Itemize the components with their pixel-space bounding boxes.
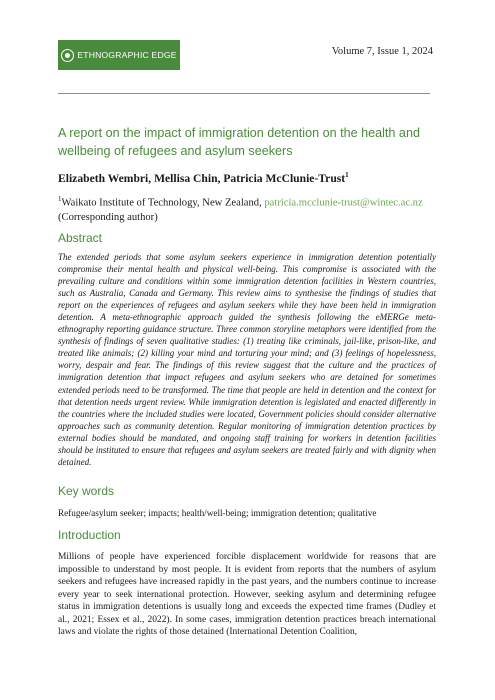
keywords-heading: Key words [58,484,115,498]
author-email-link[interactable]: patricia.mcclunie-trust@wintec.ac.nz [264,197,423,209]
affiliation-text: Waikato Institute of Technology, New Zealand, [61,197,265,209]
journal-logo [58,40,180,70]
keywords-body: Refugee/asylum seeker; impacts; health/well-being; immigration detention; qualitative [58,508,377,518]
author-names: Elizabeth Wembri, Mellisa Chin, Patricia McClunie-Trust [58,171,346,185]
affiliation-mark: 1 [58,195,62,203]
globe-icon [61,49,74,62]
author-list [58,171,349,185]
volume-issue: Volume 7, Issue 1, 2024 [331,46,433,57]
introduction-body: Millions of people have experienced forcible displacement worldwide for reasons that are impossible to understand by most people. It is evident from reports that the numbers of asylum seekers and refugees have increased rapidly in the past years, and the numbers continue to increase every year to seek international protection. However, seeking asylum and determining refugee status in immigration detentions is usually long and exceeds the expected time frames (Dudley et al., 2021; Essex et al., 2022). In some cases, immigration detention practices breach international laws and violate the rights of those detained (International Detention Coalition, [58,552,436,637]
header-divider [58,93,430,94]
introduction-heading: Introduction [58,528,121,542]
corresponding-note: (Corresponding author) [58,212,158,224]
affiliation [58,192,428,226]
journal-name: ETHNOGRAPHIC EDGE [77,50,177,60]
abstract-body: The extended periods that some asylum seekers experience in immigration detention potentially compromise their mental health and physical well-being. This compromise is associated with the prevailing culture and conditions within some immigration detention facilities in Western countries, such as Australia, Canada and Germany. This review aims to synthesise the findings of studies that report on the experiences of refugees and asylum seekers while they have been held in immigration detention. A meta-ethnographic approach guided the synthesis following the eMERGe meta-ethnography reporting guidance structure. Three common storyline metaphors were identified from the synthesis of findings of seven qualitative studies: (1) treating like criminals, jail-like, prison-like, and treated like animals; (2) killing your mind and torturing your mind; and (3) feelings of hopelessness, worry, despair and fear. The findings of this review suggest that the culture and the practices of immigration detention that impact refugees and asylum seekers who are detained for sometimes extended periods need to be transformed. The time that people are held in detention and the context for that detention needs urgent review. While immigration detention is legislated and enacted differently in the countries where the included studies were located, Government policies should consider alternative approaches such as community detention. Regular monitoring of immigration detention practices by external bodies should be mandated, and ongoing staff training for workers in detention facilities should be instituted to ensure that refugees and asylum seekers are treated fairly and with dignity when detained. [58,252,436,467]
abstract-heading: Abstract [58,231,103,245]
paper-title: A report on the impact of immigration detention on the health and wellbeing of refugees and asylum seekers [58,126,420,158]
author-affiliation-mark: 1 [345,171,349,179]
